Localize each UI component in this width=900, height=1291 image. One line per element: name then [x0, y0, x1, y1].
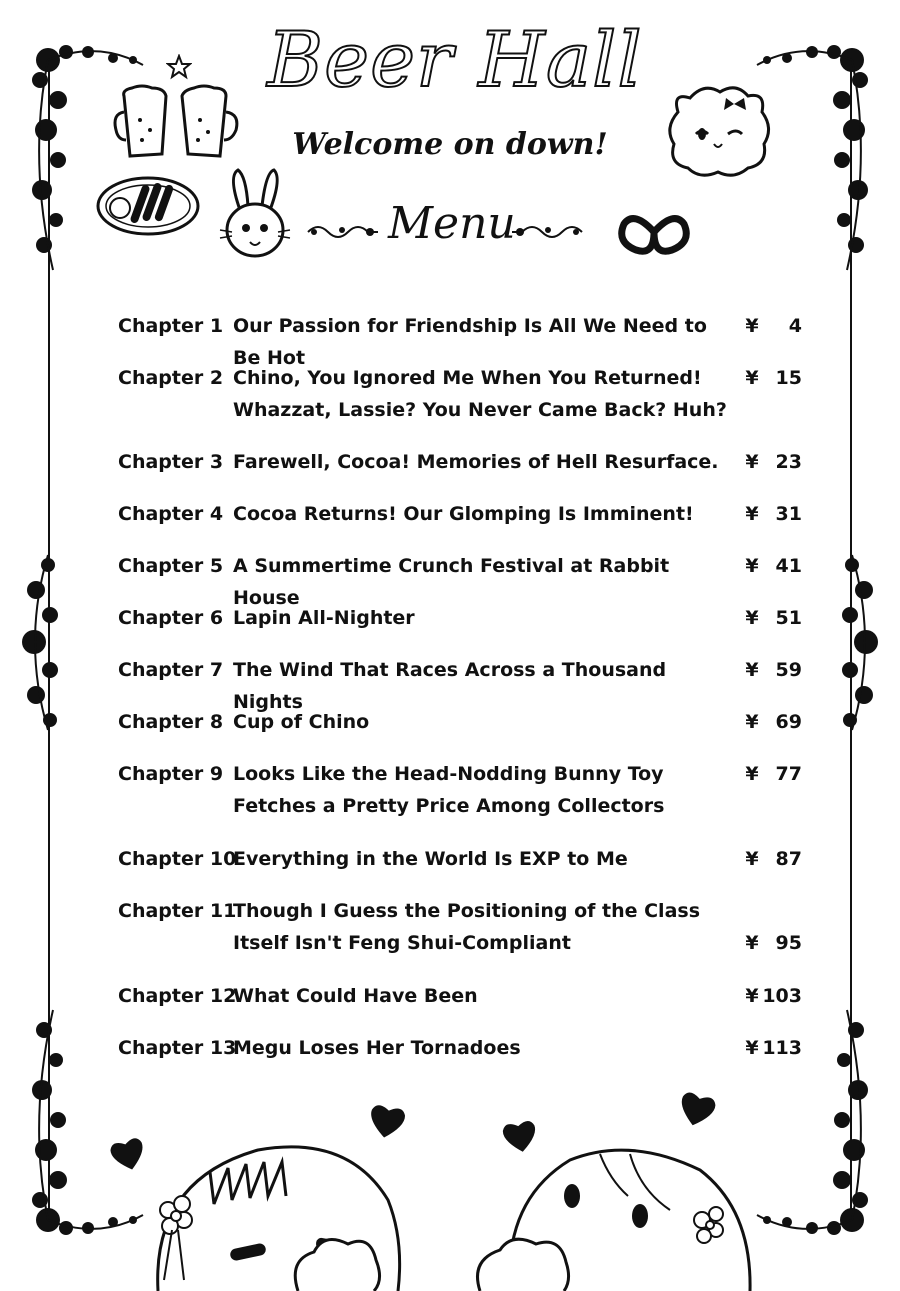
- chapter-title: Cup of Chino: [233, 711, 370, 733]
- yen-symbol: ¥: [745, 763, 759, 785]
- yen-symbol: ¥: [745, 451, 759, 473]
- page-number: 69: [775, 711, 802, 733]
- yen-symbol: ¥: [745, 555, 759, 577]
- swirl-left: [306, 222, 380, 242]
- page-number: 95: [775, 932, 802, 954]
- chapter-number: Chapter 10: [118, 848, 237, 870]
- chapter-number: Chapter 12: [118, 985, 237, 1007]
- chapter-number: Chapter 7: [118, 659, 224, 681]
- chapter-number: Chapter 13: [118, 1037, 237, 1059]
- yen-symbol: ¥: [745, 1037, 759, 1059]
- page-number: 31: [775, 503, 802, 525]
- beer-mugs-icon: [112, 82, 242, 162]
- chapter-title: What Could Have Been: [233, 985, 478, 1007]
- chibi-girl-right: [460, 1140, 760, 1291]
- heart-icon: [108, 1134, 148, 1174]
- chapter-number: Chapter 3: [118, 451, 224, 473]
- yen-symbol: ¥: [745, 659, 759, 681]
- chapter-number: Chapter 1: [118, 315, 224, 337]
- fluffy-cat-icon: [664, 82, 774, 182]
- menu-heading: Menu: [388, 198, 516, 249]
- sausage-plate-icon: [96, 172, 200, 238]
- pretzel-icon: [616, 206, 692, 258]
- page-number: 23: [775, 451, 802, 473]
- swirl-right: [510, 222, 584, 242]
- chapter-number: Chapter 2: [118, 367, 224, 389]
- yen-symbol: ¥: [745, 607, 759, 629]
- page-subtitle: Welcome on down!: [292, 127, 608, 162]
- floral-side-left: [12, 550, 74, 735]
- chapter-number: Chapter 8: [118, 711, 224, 733]
- chapter-title: Our Passion for Friendship Is All We Need to Be Hot: [233, 315, 707, 369]
- heart-icon: [676, 1088, 718, 1130]
- chapter-title: Cocoa Returns! Our Glomping Is Imminent!: [233, 503, 694, 525]
- yen-symbol: ¥: [745, 985, 759, 1007]
- yen-symbol: ¥: [745, 315, 759, 337]
- page-number: 113: [762, 1037, 802, 1059]
- page-number: 59: [775, 659, 802, 681]
- chapter-title: Lapin All-Nighter: [233, 607, 415, 629]
- chibi-girl-left: [148, 1140, 448, 1291]
- page-number: 77: [775, 763, 802, 785]
- page-number: 103: [762, 985, 802, 1007]
- chapter-number: Chapter 4: [118, 503, 224, 525]
- page-number: 87: [775, 848, 802, 870]
- chapter-number: Chapter 6: [118, 607, 224, 629]
- star-icon: [166, 54, 192, 80]
- chapter-title: Looks Like the Head-Nodding Bunny Toy Fetches a Pretty Price Among Collectors: [233, 763, 665, 817]
- chapter-number: Chapter 5: [118, 555, 224, 577]
- chapter-title: Though I Guess the Positioning of the Class Itself Isn't Feng Shui-Compliant: [233, 900, 701, 954]
- chapter-number: Chapter 9: [118, 763, 224, 785]
- page-title: Beer Hall: [267, 15, 643, 104]
- floral-side-right: [826, 550, 888, 735]
- heart-icon: [366, 1100, 408, 1142]
- page-number: 51: [775, 607, 802, 629]
- page-number: 41: [775, 555, 802, 577]
- chapter-title: The Wind That Races Across a Thousand Nights: [233, 659, 667, 713]
- page-number: 4: [788, 315, 802, 337]
- chapter-number: Chapter 11: [118, 900, 237, 922]
- yen-symbol: ¥: [745, 932, 759, 954]
- chapter-title: Megu Loses Her Tornadoes: [233, 1037, 521, 1059]
- chapter-title: Chino, You Ignored Me When You Returned! Whazzat, Lassie? You Never Came Back? Huh?: [233, 367, 727, 421]
- yen-symbol: ¥: [745, 848, 759, 870]
- yen-symbol: ¥: [745, 367, 759, 389]
- chapter-title: Farewell, Cocoa! Memories of Hell Resurface.: [233, 451, 719, 473]
- page-number: 15: [775, 367, 802, 389]
- chapter-title: Everything in the World Is EXP to Me: [233, 848, 628, 870]
- rabbit-face-icon: [214, 166, 296, 262]
- yen-symbol: ¥: [745, 711, 759, 733]
- yen-symbol: ¥: [745, 503, 759, 525]
- chapter-title: A Summertime Crunch Festival at Rabbit House: [233, 555, 670, 609]
